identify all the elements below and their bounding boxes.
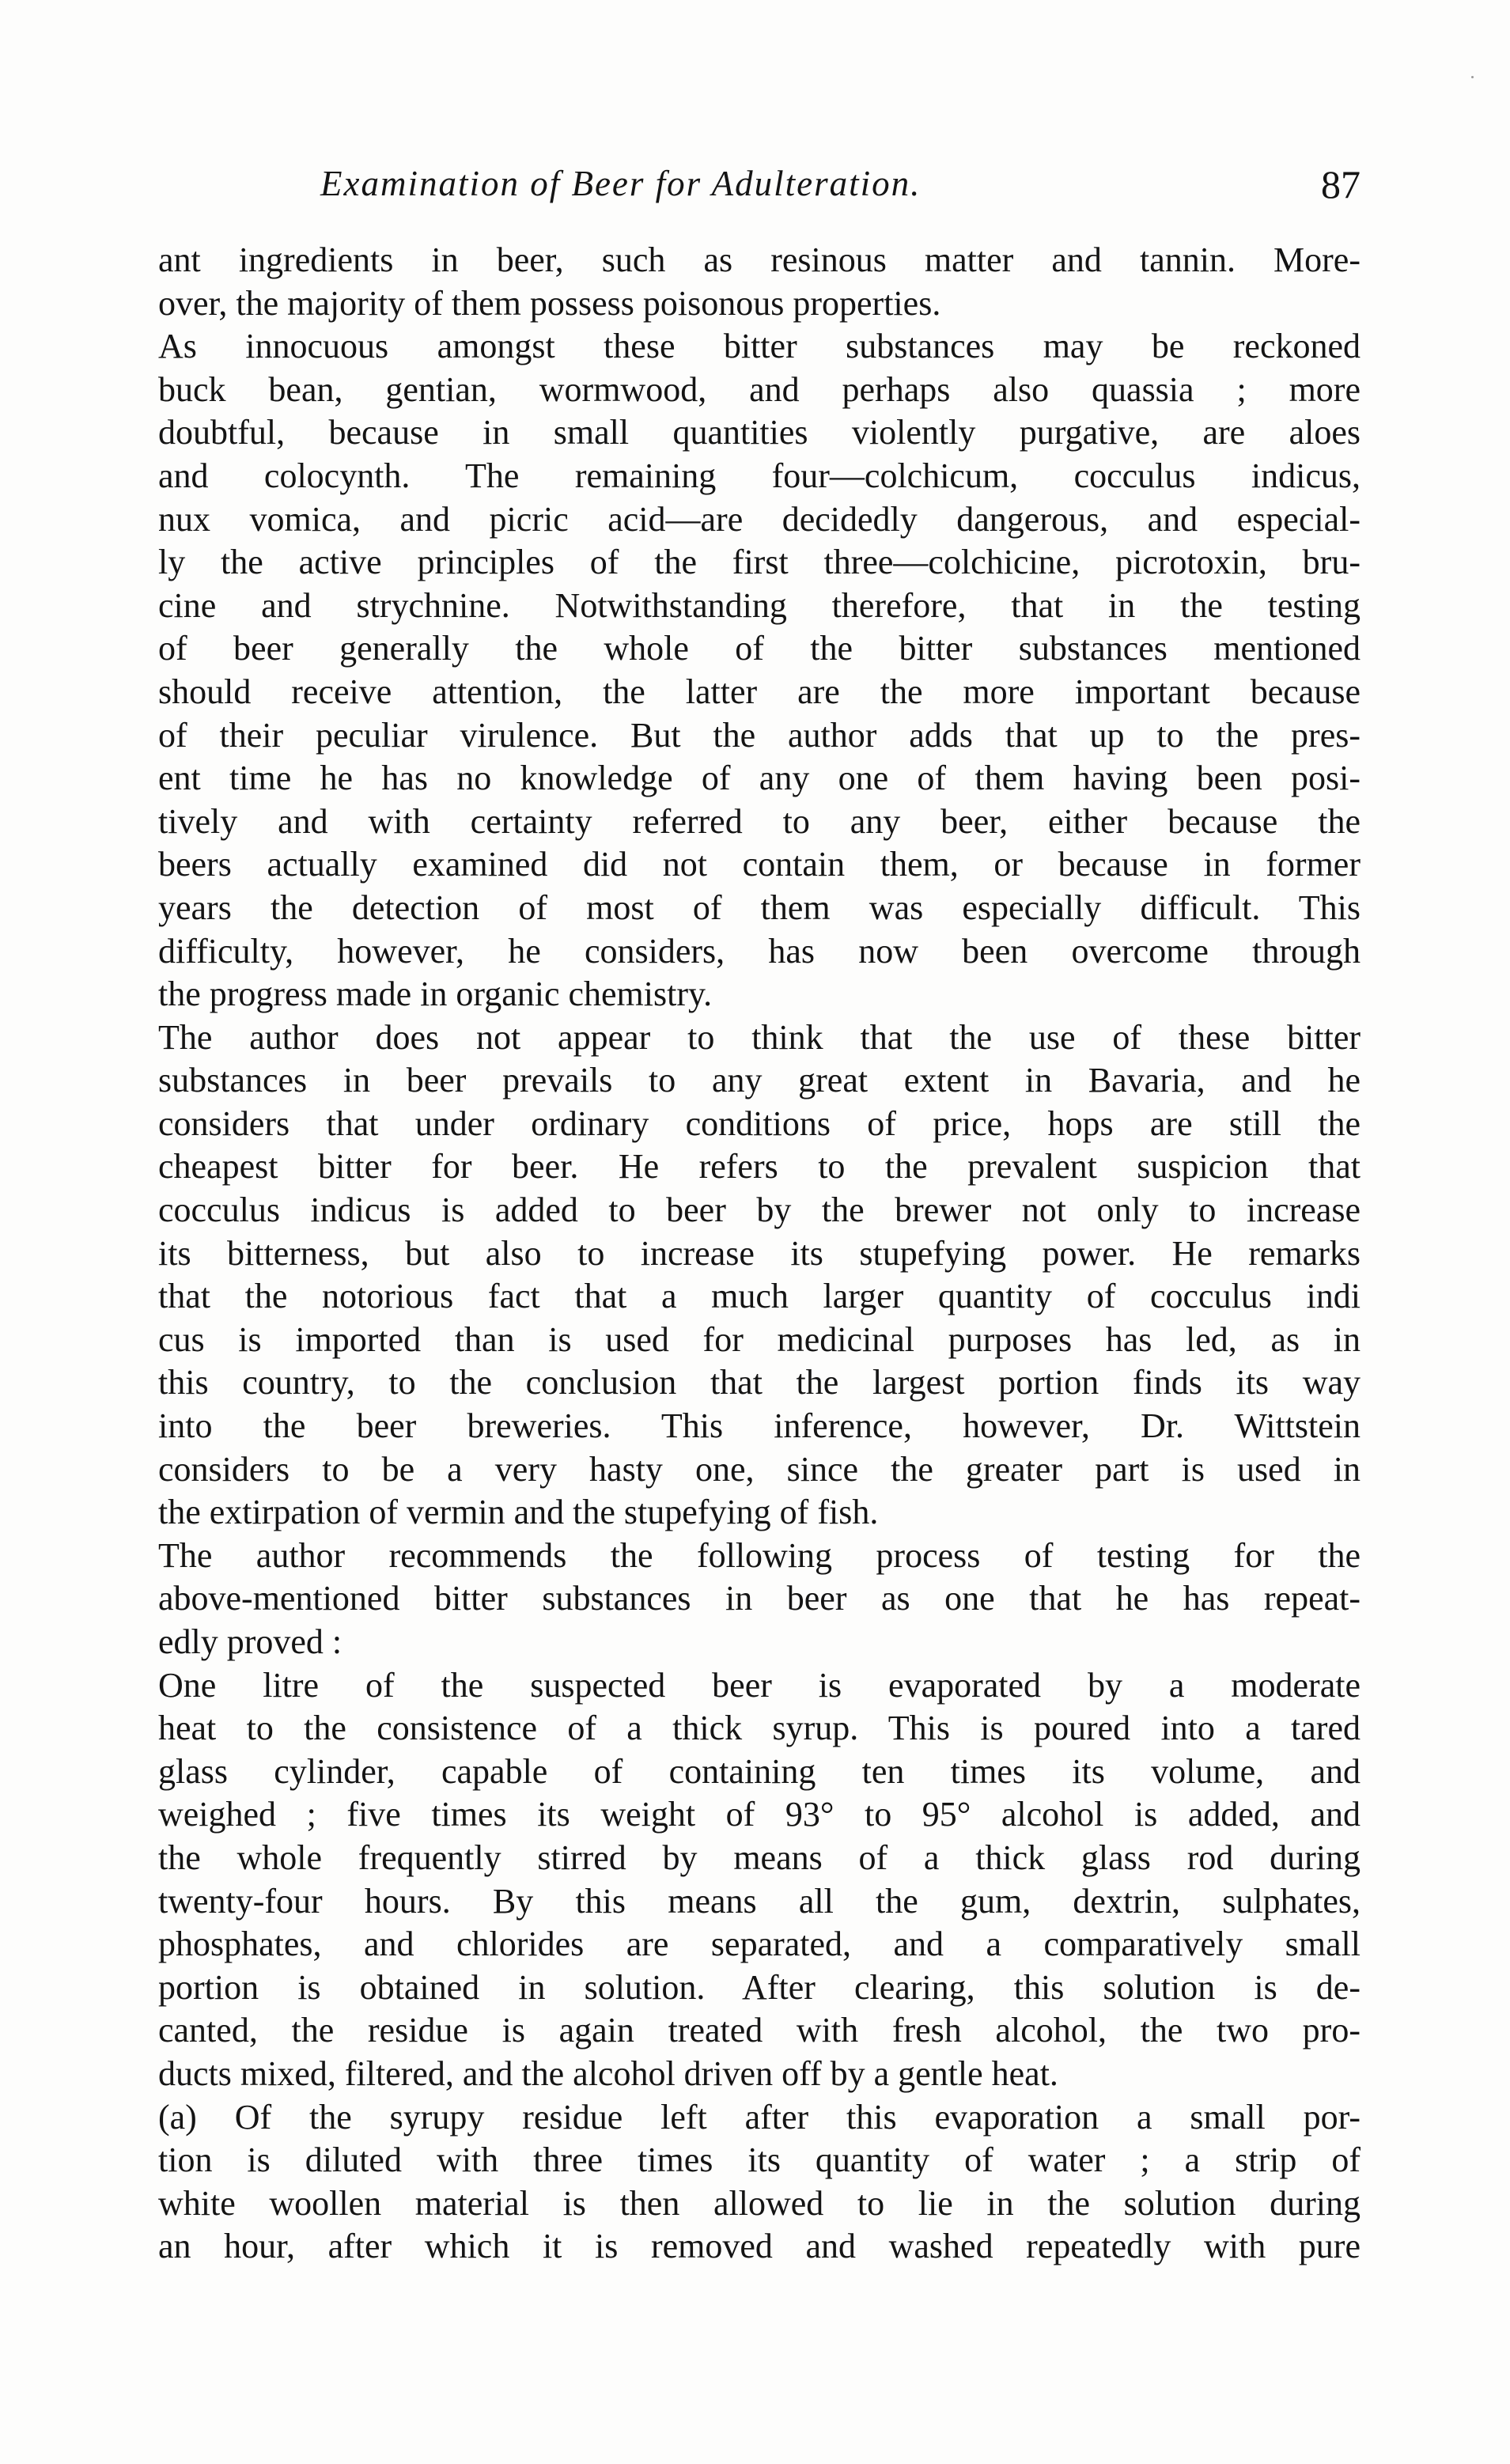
- text-line: cus is imported than is used for medicinal purposes has led, as in: [158, 1319, 1361, 1359]
- text-line: tively and with certainty referred to any beer, either because the: [158, 801, 1361, 841]
- text-line: an hour, after which it is removed and washed repeatedly with pure: [158, 2227, 1361, 2266]
- text-line: years the detection of most of them was especially difficult. This: [158, 888, 1361, 927]
- text-line: The author recommends the following process of testing for the: [158, 1535, 1361, 1575]
- text-line: of beer generally the whole of the bitter substances mentioned: [158, 629, 1361, 668]
- text-line: weighed ; five times its weight of 93° to 95° alcohol is added, and: [158, 1795, 1361, 1834]
- body-text: [158, 239, 1361, 2269]
- text-line: into the beer breweries. This inference, however, Dr. Wittstein: [158, 1406, 1361, 1446]
- text-line: ducts mixed, filtered, and the alcohol driven off by a gentle heat.: [158, 2053, 1058, 2093]
- text-line: and colocynth. The remaining four—colchicum, cocculus indicus,: [158, 456, 1361, 495]
- text-line: that the notorious fact that a much larger quantity of cocculus indi: [158, 1277, 1361, 1316]
- text-line: canted, the residue is again treated with fresh alcohol, the two pro-: [158, 2011, 1361, 2050]
- text-line: cocculus indicus is added to beer by the brewer not only to increase: [158, 1190, 1361, 1230]
- paragraph-step-a: [158, 2096, 1361, 2269]
- text-line: phosphates, and chlorides are separated, and a comparatively small: [158, 1925, 1361, 1964]
- text-line: the progress made in organic chemistry.: [158, 975, 713, 1014]
- text-line: The author does not appear to think that the use of these bitter: [158, 1017, 1361, 1057]
- text-line: ly the active principles of the first three—colchicine, picrotoxin, bru-: [158, 543, 1361, 582]
- text-line: the extirpation of vermin and the stupefying of fish.: [158, 1493, 879, 1532]
- text-line: beers actually examined did not contain them, or because in former: [158, 845, 1361, 884]
- text-line: tion is diluted with three times its quantity of water ; a strip of: [158, 2140, 1361, 2180]
- text-line: glass cylinder, capable of containing ten times its volume, and: [158, 1751, 1361, 1791]
- text-line: One litre of the suspected beer is evaporated by a moderate: [158, 1665, 1361, 1705]
- paragraph-bitter-substances: [158, 325, 1361, 1016]
- page-number: 87: [1321, 162, 1361, 206]
- text-line: cine and strychnine. Notwithstanding therefore, that in the testing: [158, 585, 1361, 625]
- page-header: [158, 158, 1361, 221]
- text-line: ant ingredients in beer, such as resinous matter and tannin. More-: [158, 240, 1361, 279]
- text-line: over, the majority of them possess poisonous properties.: [158, 283, 941, 323]
- text-line: difficulty, however, he considers, has now been overcome through: [158, 931, 1361, 971]
- text-line: of their peculiar virulence. But the author adds that up to the pres-: [158, 715, 1361, 755]
- text-line: heat to the consistence of a thick syrup. This is poured into a tared: [158, 1709, 1361, 1748]
- text-line: buck bean, gentian, wormwood, and perhaps also quassia ; more: [158, 369, 1361, 409]
- margin-speck: [1471, 76, 1474, 78]
- text-line: ent time he has no knowledge of any one of them having been posi-: [158, 759, 1361, 798]
- text-line: cheapest bitter for beer. He refers to the prevalent suspicion that: [158, 1147, 1361, 1187]
- text-line: above-mentioned bitter substances in beer as one that he has repeat-: [158, 1579, 1361, 1618]
- text-line: this country, to the conclusion that the largest portion finds its way: [158, 1363, 1361, 1402]
- text-line: substances in beer prevails to any great extent in Bavaria, and he: [158, 1061, 1361, 1100]
- paragraph-evaporation: [158, 1664, 1361, 2096]
- paragraph-bavaria: [158, 1016, 1361, 1535]
- text-line: the whole frequently stirred by means of a thick glass rod during: [158, 1838, 1361, 1877]
- text-line: twenty-four hours. By this means all the gum, dextrin, sulphates,: [158, 1881, 1361, 1921]
- text-line: considers to be a very hasty one, since the greater part is used in: [158, 1449, 1361, 1489]
- text-line: white woollen material is then allowed to lie in the solution during: [158, 2183, 1361, 2223]
- text-line: should receive attention, the latter are the more important because: [158, 672, 1361, 711]
- text-line: considers that under ordinary conditions of price, hops are still the: [158, 1103, 1361, 1143]
- text-line: As innocuous amongst these bitter substances may be reckoned: [158, 327, 1361, 366]
- text-line: doubtful, because in small quantities violently purgative, are aloes: [158, 413, 1361, 452]
- text-line: nux vomica, and picric acid—are decidedly dangerous, and especial-: [158, 499, 1361, 539]
- text-line: (a) Of the syrupy residue left after this evaporation a small por-: [158, 2097, 1361, 2137]
- text-line: its bitterness, but also to increase its stupefying power. He remarks: [158, 1233, 1361, 1273]
- text-line: edly proved :: [158, 1622, 342, 1661]
- text-line: portion is obtained in solution. After clearing, this solution is de-: [158, 1967, 1361, 2007]
- running-title: Examination of Beer for Adulteration.: [320, 164, 922, 203]
- paragraph-process-intro: [158, 1535, 1361, 1664]
- paragraph-continuation: [158, 239, 1361, 325]
